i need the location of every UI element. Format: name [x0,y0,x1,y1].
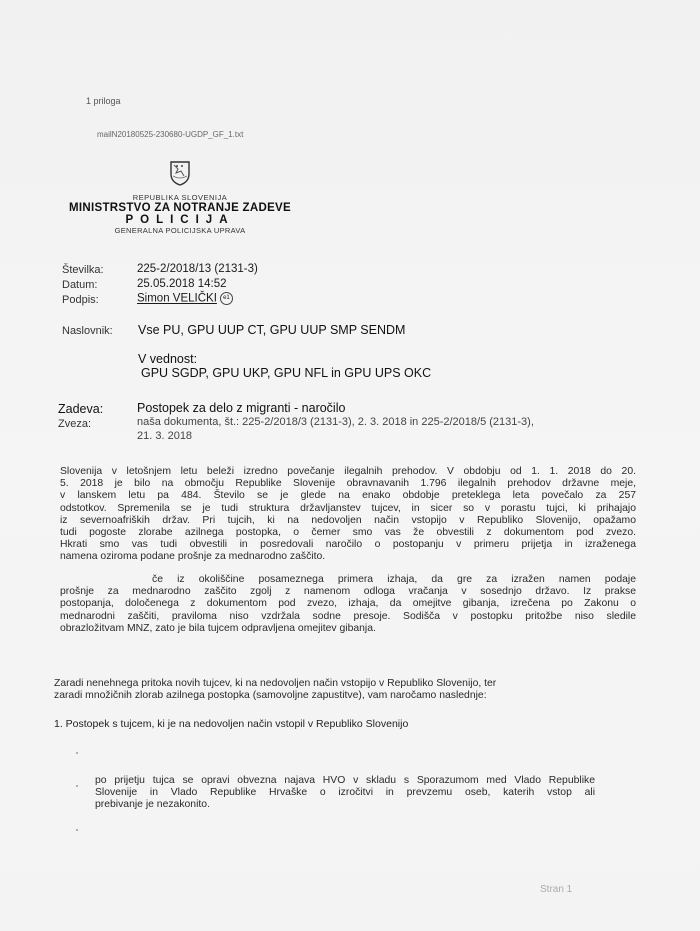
text-line: obrazložitvam MNZ, zato je bila tujcem odpravljena omejitev gibanja. [60,622,376,634]
republic-name: REPUBLIKA SLOVENIJA [132,193,228,202]
signature-stamp-icon: e1 [220,292,233,305]
recipient-value: Vse PU, GPU UUP CT, GPU UUP SMP SENDM [138,323,406,337]
text-line: odstotkov. Spremenila se je tudi struktura državljanstev tujcev, in sicer so v porastu tujci, ki prihajajo [60,502,636,514]
signature-label: Podpis: [62,294,99,306]
text-line: Slovenije in Vlado Republike Hrvaške o izročitvi in prevzemu oseb, katerih vstop ali [95,787,595,799]
subject-value: Postopek za delo z migranti - naročilo [137,401,346,415]
ministry-name: MINISTRSTVO ZA NOTRANJE ZADEVE [69,202,291,214]
text-line: iz severnoafriških držav. Pri tujcih, ki na nedovoljen način vstopijo v Republiko Slovenijo, opažamo [60,514,636,526]
bullet-icon [76,829,78,831]
section-heading-1: 1. Postopek s tujcem, ki je na nedovoljen način vstopil v Republiko Slovenijo [54,718,409,730]
text-line: 5. 2018 je bilo na območju Republike Slovenije obravnavanih 1.796 ilegalnih prehodov državne meje, [60,478,636,490]
text-line: če iz okoliščine posameznega primera izhaja, da gre za izražen namen podaje [152,574,636,585]
paragraph-order [54,678,594,702]
text-line: prošnje za mednarodno zaščito zgolj z namenom odloga vračanja v sosednjo državo. Iz prakse [60,586,636,598]
text-line: Hkrati smo vas tudi obvestili in posredovali naročilo o postopanju v primeru prijetja in izraženega [60,539,636,551]
text-line: Zaradi nenehnega pritoka novih tujcev, ki na nedovoljen način vstopijo v Republiko Slovenijo, ter [54,678,497,689]
mail-reference: mailN20180525-230680-UGDP_GF_1.txt [97,130,244,139]
coat-of-arms-icon [169,160,191,186]
attachment-note: 1 priloga [86,96,121,106]
number-label: Številka: [62,264,104,276]
date-value: 25.05.2018 14:52 [137,278,227,290]
date-label: Datum: [62,279,98,291]
paragraph-intro [60,466,636,564]
text-line: prebivanje je nezakonito. [95,799,210,811]
bullet-icon [76,785,78,787]
bullet-item-1 [95,775,595,812]
text-line: postopanja, določenega z dokumentom pod zvezo, izhaja, da omejitve gibanja, izrečena po Zakonu o [60,598,636,610]
reference-line-1: naša dokumenta, št.: 225-2/2018/3 (2131-3), 2. 3. 2018 in 225-2/2018/5 (2131-3), [137,416,534,428]
cc-value: GPU SGDP, GPU UKP, GPU NFL in GPU UPS OKC [141,366,432,380]
directorate-name: GENERALNA POLICIJSKA UPRAVA [114,226,246,235]
number-value: 225-2/2018/13 (2131-3) [137,263,258,275]
reference-label: Zveza: [58,418,92,430]
signature [137,292,233,305]
bullet-icon [76,752,78,754]
text-line: v lanskem letu pa 484. Število se je glede na enako obdobje preteklega leta povečalo za 257 [60,490,636,502]
paragraph-practice [60,574,636,635]
text-line: po prijetju tujca se opravi obvezna najava HVO v skladu s Sporazumom med Vlado Republike [95,775,595,786]
recipient-label: Naslovnik: [62,325,113,337]
text-line: mednarodni zaščiti, praviloma niso vzdržala sodne presoje. Sodišča v postopku pritožbe niso sledile [60,610,636,622]
letterhead [60,160,300,235]
cc-label: V vednost: [138,352,198,366]
signature-name: Simon VELIČKI [137,292,217,305]
subject-label: Zadeva: [58,402,104,416]
text-line: zaradi množičnih zlorab azilnega postopka (samovoljne zapustitve), vam naročamo naslednje: [54,690,487,702]
police-name: POLICIJA [125,214,235,226]
text-line: Slovenija v letošnjem letu beleži izredno povečanje ilegalnih prehodov. V obdobju od 1. 1. 2018 do 20. [60,466,636,477]
page-number: Stran 1 [540,884,573,895]
text-line: namena oziroma podane prošnje za mednarodno zaščito. [60,551,326,563]
reference-line-2: 21. 3. 2018 [137,430,193,442]
text-line: tudi pogoste zlorabe azilnega postopka, o čemer smo vas že obvestili z dokumentom pod zvezo. [60,527,636,539]
